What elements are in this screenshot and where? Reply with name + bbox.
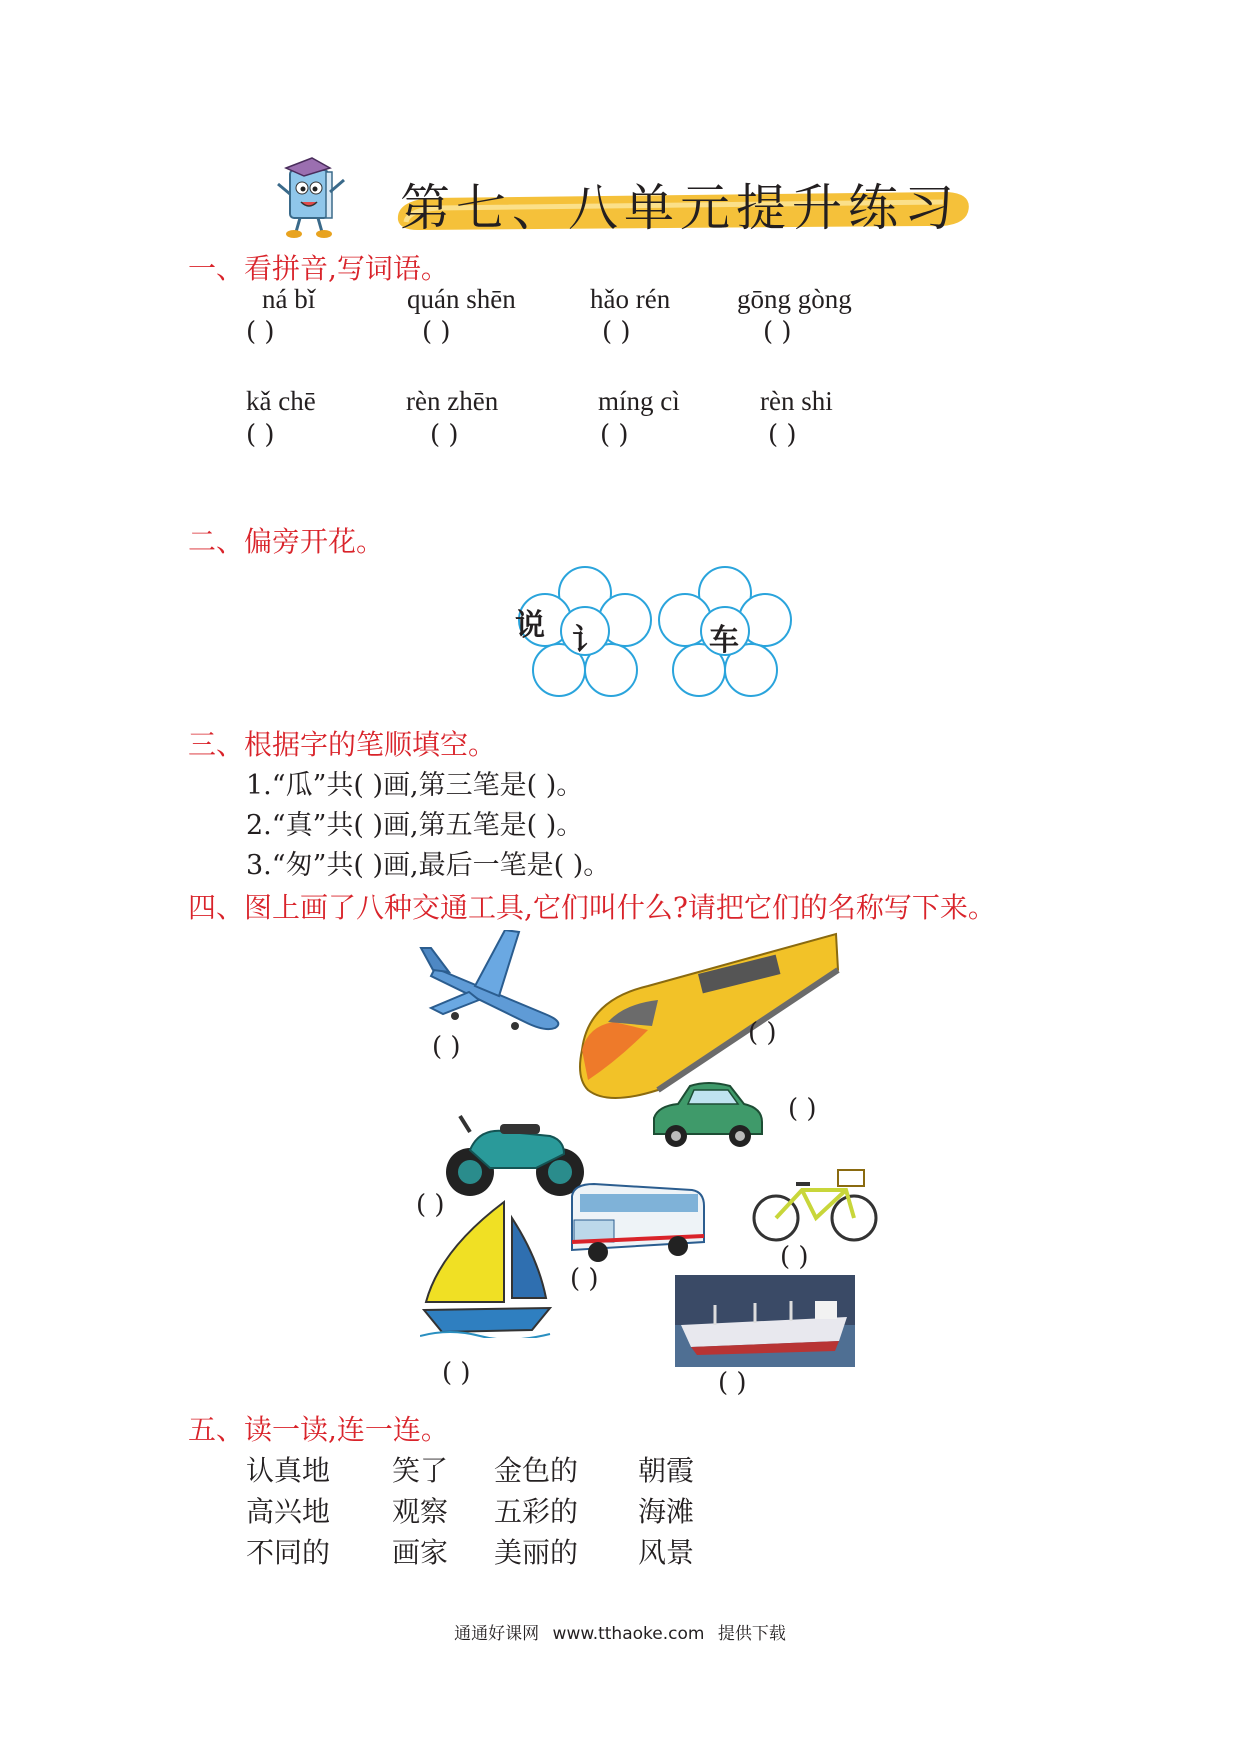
flower-left-radical: 讠 bbox=[572, 623, 602, 658]
footer-site: 通通好课网 bbox=[454, 1624, 540, 1644]
answer-blank[interactable]: ( ) bbox=[763, 317, 792, 347]
pinyin: rèn shi bbox=[760, 386, 833, 416]
airplane-icon bbox=[415, 930, 575, 1040]
answer-blank[interactable]: ( ) bbox=[602, 317, 631, 347]
section-3-heading: 三、根据字的笔顺填空。 bbox=[188, 728, 497, 761]
match-word[interactable]: 海滩 bbox=[638, 1495, 695, 1528]
pinyin: míng cì bbox=[598, 386, 680, 416]
match-word[interactable]: 认真地 bbox=[246, 1454, 331, 1487]
footer-url[interactable]: www.tthaoke.com bbox=[552, 1624, 705, 1644]
match-word[interactable]: 观察 bbox=[392, 1495, 449, 1528]
answer-blank[interactable]: ( ) bbox=[768, 420, 797, 450]
pinyin: hǎo rén bbox=[590, 284, 671, 314]
match-word[interactable]: 风景 bbox=[638, 1536, 695, 1569]
answer-blank[interactable]: ( ) bbox=[422, 317, 451, 347]
bicycle-icon bbox=[750, 1160, 880, 1245]
answer-blank[interactable]: ( ) bbox=[780, 1242, 809, 1272]
section-5-heading: 五、读一读,连一连。 bbox=[188, 1413, 449, 1446]
footer bbox=[0, 1619, 1240, 1644]
stroke-question: 3.“匆”共( )画,最后一笔是( )。 bbox=[246, 850, 611, 881]
bus-icon bbox=[568, 1180, 708, 1270]
answer-blank[interactable]: ( ) bbox=[246, 420, 275, 450]
pinyin: quán shēn bbox=[407, 284, 516, 314]
match-word[interactable]: 高兴地 bbox=[246, 1495, 331, 1528]
answer-blank[interactable]: ( ) bbox=[788, 1094, 817, 1124]
section-4-heading: 四、图上画了八种交通工具,它们叫什么?请把它们的名称写下来。 bbox=[188, 891, 996, 924]
answer-blank[interactable]: ( ) bbox=[600, 420, 629, 450]
footer-note: 提供下载 bbox=[717, 1624, 786, 1644]
answer-blank[interactable]: ( ) bbox=[432, 1032, 461, 1062]
radical-flower-diagram bbox=[505, 565, 805, 705]
pinyin: kǎ chē bbox=[246, 386, 316, 416]
pinyin: ná bǐ bbox=[262, 284, 316, 314]
car-icon bbox=[648, 1078, 768, 1153]
flower-left-example: 说 bbox=[515, 608, 545, 643]
answer-blank[interactable]: ( ) bbox=[442, 1358, 471, 1388]
pinyin: gōng gòng bbox=[737, 284, 852, 314]
sailboat-icon bbox=[420, 1198, 555, 1338]
match-word[interactable]: 金色的 bbox=[494, 1454, 579, 1487]
answer-blank[interactable]: ( ) bbox=[718, 1368, 747, 1398]
match-word[interactable]: 朝霞 bbox=[638, 1454, 695, 1487]
flower-right-center: 车 bbox=[709, 623, 739, 658]
answer-blank[interactable]: ( ) bbox=[748, 1018, 777, 1048]
book-mascot-icon bbox=[268, 152, 358, 242]
section-1-heading: 一、看拼音,写词语。 bbox=[188, 252, 449, 285]
stroke-question: 1.“瓜”共( )画,第三笔是( )。 bbox=[246, 770, 584, 801]
match-word[interactable]: 五彩的 bbox=[494, 1495, 579, 1528]
page-title: 第七、八单元提升练习 bbox=[400, 179, 960, 237]
ship-icon bbox=[675, 1275, 855, 1367]
stroke-question: 2.“真”共( )画,第五笔是( )。 bbox=[246, 810, 584, 841]
pinyin: rèn zhēn bbox=[406, 386, 499, 416]
answer-blank[interactable]: ( ) bbox=[430, 420, 459, 450]
match-word[interactable]: 画家 bbox=[392, 1536, 449, 1569]
section-2-heading: 二、偏旁开花。 bbox=[188, 525, 385, 558]
match-word[interactable]: 不同的 bbox=[246, 1536, 331, 1569]
answer-blank[interactable]: ( ) bbox=[570, 1264, 599, 1294]
answer-blank[interactable]: ( ) bbox=[416, 1190, 445, 1220]
match-word[interactable]: 笑了 bbox=[392, 1454, 449, 1487]
answer-blank[interactable]: ( ) bbox=[246, 317, 275, 347]
match-word[interactable]: 美丽的 bbox=[494, 1536, 579, 1569]
